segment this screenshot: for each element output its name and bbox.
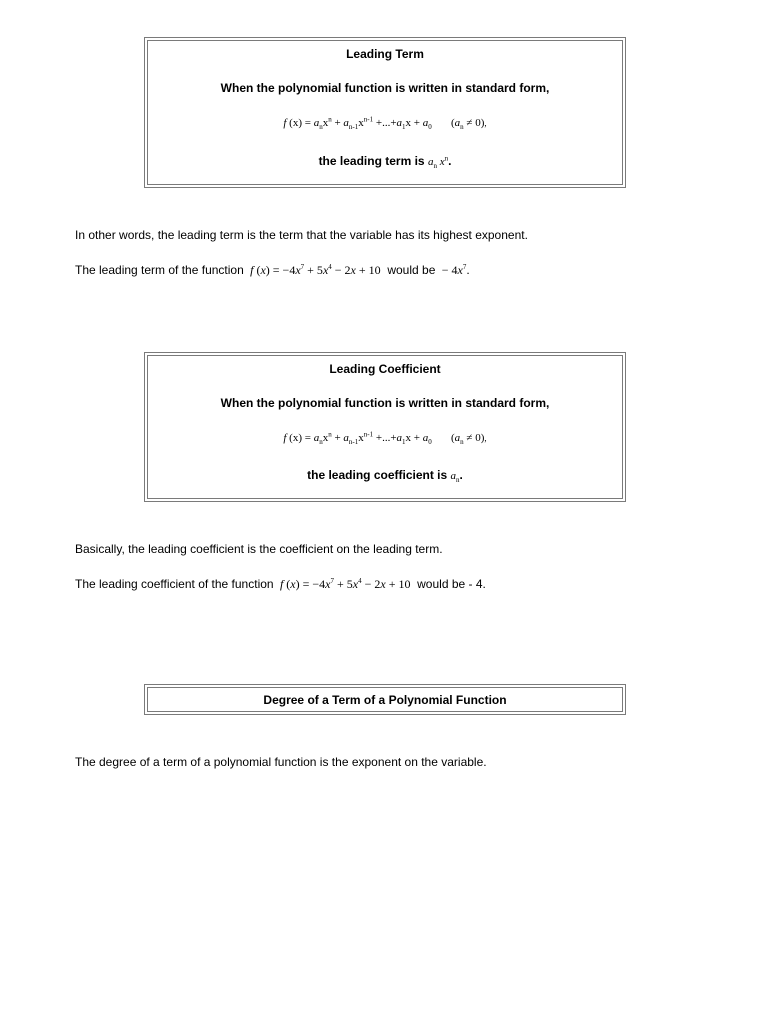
example-function: f $(x) = -4x^7 + 5x^4 - 2x + 10$	[250, 263, 381, 277]
example-suffix: would be - 4.	[417, 577, 486, 591]
leading-term-title: Leading Term	[346, 47, 424, 61]
leading-coefficient-title: Leading Coefficient	[329, 362, 441, 376]
para-leading-term-example: The leading term of the function f $(x) = -4x^7 + 5x^4 - 2x + 10$ would be − $4x^7$.	[75, 263, 470, 277]
para-degree: The degree of a term of a polynomial function is the exponent on the variable.	[75, 755, 487, 769]
para-other-words: In other words, the leading term is the term that the variable has its highest exponent.	[75, 228, 528, 242]
leading-term-formula	[148, 115, 622, 131]
example-function: f $(x) = -4x^7 + 5x^4 - 2x + 10$	[279, 577, 411, 591]
example-middle: would be	[387, 263, 436, 277]
example-prefix: The leading coefficient of the function	[75, 577, 274, 591]
leading-coefficient-conclusion: the leading coefficient is $a_n$.	[307, 468, 463, 485]
leading-term-math: $a_n$ $x^n$	[427, 154, 449, 171]
degree-box	[144, 684, 626, 715]
leading-term-conclusion-text: the leading term is	[318, 154, 425, 168]
leading-coefficient-conclusion-text: the leading coefficient is	[307, 468, 448, 482]
standard-form-formula: f $(x) = a_nx^n + a_{n-1}x^{n-1} +...+a_1x + a_0$ $(a_n \ne 0)$,	[283, 115, 487, 132]
leading-coefficient-formula	[148, 430, 622, 446]
leading-term-box	[144, 37, 626, 188]
leading-term-intro: When the polynomial function is written in standard form,	[220, 81, 550, 95]
leading-coefficient-math: $a_n$	[450, 470, 460, 485]
example-prefix: The leading term of the function	[75, 263, 244, 277]
leading-term-conclusion: the leading term is $a_n$ $x^n$.	[318, 154, 452, 171]
leading-coefficient-intro: When the polynomial function is written in standard form,	[220, 396, 550, 410]
para-basically: Basically, the leading coefficient is the coefficient on the leading term.	[75, 542, 443, 556]
example-result: − $4x^7$	[438, 263, 467, 277]
para-leading-coefficient-example	[75, 577, 486, 592]
leading-coefficient-box	[144, 352, 626, 502]
standard-form-formula: f $(x) = a_nx^n + a_{n-1}x^{n-1} +...+a_1x + a_0$ $(a_n \ne 0)$,	[283, 430, 487, 447]
degree-title: Degree of a Term of a Polynomial Function	[263, 693, 507, 707]
